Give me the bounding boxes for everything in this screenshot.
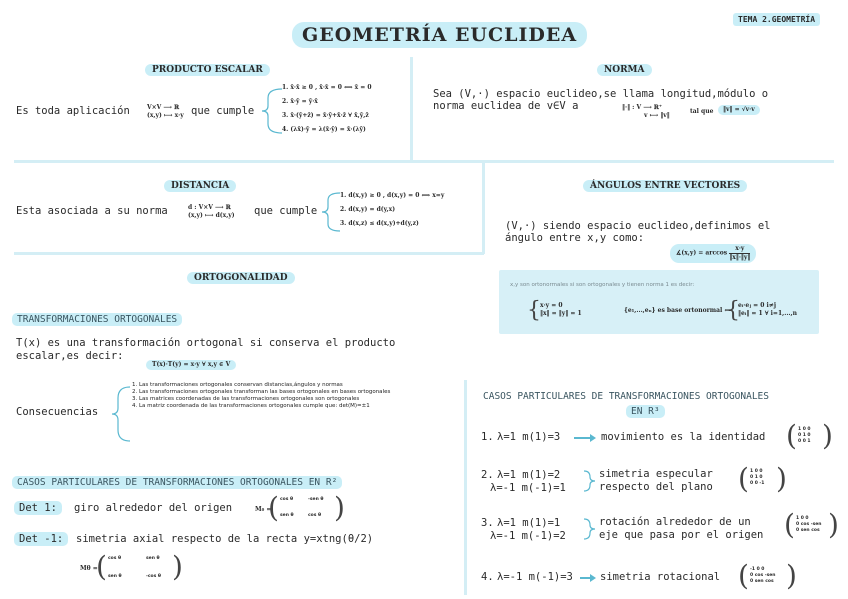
vertical-divider-top (410, 57, 413, 162)
producto-heading: PRODUCTO ESCALAR (145, 64, 270, 76)
caso1-number: 1. (481, 431, 494, 443)
caso2-eigen-1: λ=1 m(1)=2 (497, 469, 561, 481)
caso2-text-2: respecto del plano (599, 481, 713, 493)
norma-text-2: norma euclidea de v∈V a (433, 100, 579, 112)
caso3-eigen-2: λ=-1 m(-1)=2 (490, 530, 566, 542)
norma-map (622, 104, 670, 120)
m1-matrix (280, 497, 336, 519)
caso1-matrix (798, 427, 811, 445)
consecuencias-list (132, 382, 452, 410)
distancia-map-line1: d : V×V ⟶ ℝ (188, 204, 231, 211)
caso3-brace (582, 516, 596, 542)
angulos-text-1: (V,·) siendo espacio euclideo,definimos el (505, 220, 771, 232)
norma-such-that: tal que (690, 108, 714, 115)
producto-item: 1. x̄·x̄ ≥ 0 , x̄·x̄ = 0 ⟺ x̄ = 0 (282, 84, 372, 91)
distancia-item: 1. d(x,y) ≥ 0 , d(x,y) = 0 ⟺ x=y (340, 192, 445, 199)
caso4-left-paren: ( (738, 559, 749, 592)
norma-formula: ‖v‖ = √v·v (718, 105, 760, 115)
caso3-left-paren: ( (784, 508, 795, 541)
angulos-heading: ÁNGULOS ENTRE VECTORES (583, 180, 747, 192)
caso4-arrow-head (590, 574, 596, 582)
distancia-heading: DISTANCIA (164, 180, 236, 192)
caso1-eigen: λ=1 m(1)=3 (497, 431, 561, 443)
producto-brace (262, 86, 284, 136)
caso4-row: 0 sen cos (750, 579, 774, 584)
ortonormal-right-brace: { (726, 298, 740, 323)
caso3-number: 3. (481, 517, 494, 529)
casos-r3-heading-1: CASOS PARTICULARES DE TRANSFORMACIONES ORTOGONALES (483, 391, 769, 402)
caso1-row: 0 1 0 (798, 433, 811, 438)
m2-cell: sen θ (108, 574, 122, 579)
transformaciones-subheading: TRANSFORMACIONES ORTOGONALES (12, 313, 182, 326)
m1-cell: sen θ (280, 513, 294, 518)
m2-cell: cos θ (108, 556, 122, 561)
ortonormal-box-text: x,y son ortonormales si son ortogonales y tienen norma 1 es decir: (510, 282, 695, 288)
caso1-row: 0 0 1 (798, 439, 811, 444)
ortogonalidad-heading: ORTOGONALIDAD (187, 272, 295, 284)
page-title: GEOMETRÍA EUCLIDEA (292, 22, 587, 48)
m2-cell: sen θ (146, 556, 160, 561)
caso2-left-paren: ( (738, 462, 749, 495)
caso2-row: 0 1 0 (750, 475, 763, 480)
distancia-mid: que cumple (254, 205, 318, 217)
caso4-row: 0 cos -sen (750, 573, 776, 578)
m2-cell: -cos θ (146, 574, 161, 579)
ortonormal-left-1: x·y = 0 (540, 302, 563, 309)
m2-right-paren: ) (172, 550, 183, 583)
ortonormal-left (540, 302, 582, 318)
det1-label: Det 1: (14, 501, 62, 515)
vertical-divider-mid (482, 162, 485, 254)
distancia-map-line2: (x,y) ⟼ d(x,y) (188, 212, 235, 219)
caso2-number: 2. (481, 469, 494, 481)
ortonormal-mid: {e₁,...,eₙ} es base ortonormal ⟺ (624, 307, 733, 314)
caso3-row: 0 sen cos (796, 528, 820, 533)
caso1-right-paren: ) (822, 419, 833, 452)
caso2-brace (582, 468, 596, 494)
caso4-eigen: λ=-1 m(-1)=3 (497, 571, 573, 583)
det2-label: Det -1: (14, 532, 68, 546)
distancia-item: 2. d(x,y) = d(y,x) (340, 206, 396, 213)
producto-map-line1: V×V ⟶ ℝ (147, 104, 180, 111)
norma-heading: NORMA (597, 64, 652, 76)
ortonormal-right-1: eᵢ·eⱼ = 0 i≠j (738, 302, 776, 309)
ortonormal-right (738, 302, 797, 318)
angulos-formula (670, 244, 756, 263)
consecuencia-item: 2. Las transformaciones ortogonales transforman las bases ortogonales en bases ortogonales (132, 389, 391, 395)
caso2-right-paren: ) (776, 462, 787, 495)
distancia-text: Esta asociada a su norma (16, 205, 168, 217)
ortonormal-right-2: ‖eᵢ‖ = 1 ∀ i=1,...,n (738, 310, 797, 317)
caso1-arrow-head (590, 434, 596, 442)
ortonormal-left-2: ‖x‖ = ‖y‖ = 1 (540, 310, 582, 317)
m1-label: M₀ = (255, 506, 272, 513)
m1-cell: cos θ (280, 497, 294, 502)
caso4-matrix (750, 567, 776, 585)
producto-map (147, 104, 184, 120)
ortogonal-formula: T(x)·T(y) = x·y ∀ x,y ∈ V (146, 360, 236, 370)
det1-text: giro alrededor del origen (74, 502, 233, 514)
angulos-fraction (729, 245, 750, 262)
norma-text-1: Sea (V,·) espacio euclideo,se llama longitud,módulo o (433, 88, 769, 100)
m2-label: Mθ = (80, 565, 98, 572)
caso2-eigen-2: λ=-1 m(-1)=1 (490, 482, 566, 494)
distancia-item: 3. d(x,z) ≤ d(x,y)+d(y,z) (340, 220, 419, 227)
producto-item: 4. (λx̄)·ȳ = λ(x̄·ȳ) = x̄·(λȳ) (282, 126, 366, 133)
angulos-frac-top: x·y (729, 245, 750, 254)
producto-text: Es toda aplicación (16, 105, 130, 117)
horizontal-divider-1 (14, 160, 834, 163)
consecuencias-brace (112, 384, 132, 444)
chapter-tag: TEMA 2.GEOMETRÍA (733, 13, 820, 26)
caso1-left-paren: ( (786, 419, 797, 452)
producto-item: 3. x̄·(ȳ+z̄) = x̄·ȳ+x̄·z̄ ∀ x̄,ȳ,z̄ (282, 112, 369, 119)
angulos-formula-lhs: ∡(x,y) = arccos (676, 249, 728, 257)
norma-map-line1: ‖·‖ : V ⟶ ℝ⁺ (622, 104, 663, 111)
caso4-number: 4. (481, 571, 494, 583)
producto-item: 2. x̄·ȳ = ȳ·x̄ (282, 98, 318, 105)
caso3-text-1: rotación alrededor de un (599, 516, 751, 528)
angulos-text-2: ángulo entre x,y como: (505, 232, 645, 244)
consecuencia-item: 1. Las transformaciones ortogonales conservan distancias,ángulos y normas (132, 382, 343, 388)
consecuencias-label: Consecuencias (16, 406, 99, 418)
ortogonal-text-1: T(x) es una transformación ortogonal si conserva el producto (16, 337, 396, 349)
caso3-right-paren: ) (828, 508, 839, 541)
horizontal-divider-2 (14, 252, 484, 255)
caso3-eigen-1: λ=1 m(1)=1 (497, 517, 561, 529)
caso3-row: 1 0 0 (796, 516, 809, 521)
caso2-row: 1 0 0 (750, 469, 763, 474)
consecuencia-item: 4. La matriz coordenada de las transformaciones ortogonales cumple que: det(M)=±1 (132, 403, 370, 409)
caso2-matrix (750, 469, 764, 487)
caso4-text: simetria rotacional (600, 571, 721, 583)
producto-items (282, 84, 372, 134)
producto-mid: que cumple (191, 105, 255, 117)
ortogonal-text-2: escalar,es decir: (16, 350, 124, 362)
angulos-frac-bot: ‖x‖·‖y‖ (729, 254, 751, 261)
m1-left-paren: ( (268, 491, 279, 524)
distancia-map (188, 204, 235, 220)
casos-r3-heading-2: EN R³ (626, 405, 665, 418)
m2-left-paren: ( (96, 550, 107, 583)
caso4-row: -1 0 0 (750, 567, 765, 572)
caso3-row: 0 cos -sen (796, 522, 822, 527)
caso2-row: 0 0 -1 (750, 481, 765, 486)
producto-map-line2: (x,y) ⟼ x·y (147, 112, 184, 119)
det2-text: simetria axial respecto de la recta y=xtng(θ/2) (76, 533, 374, 545)
m2-matrix (108, 556, 176, 580)
caso2-text-1: simetria especular (599, 468, 713, 480)
m1-cell: -sen θ (308, 497, 324, 502)
caso3-matrix (796, 516, 822, 534)
norma-map-line2: v ⟼ ‖v‖ (644, 112, 670, 119)
caso3-text-2: eje que pasa por el origen (599, 529, 764, 541)
caso4-right-paren: ) (786, 559, 797, 592)
caso1-text: movimiento es la identidad (601, 431, 766, 443)
consecuencia-item: 3. Las matrices coordenadas de las transformaciones ortogonales son ortogonales (132, 396, 360, 402)
m1-right-paren: ) (334, 491, 345, 524)
ortonormal-left-brace: { (527, 298, 541, 323)
caso1-row: 1 0 0 (798, 427, 811, 432)
vertical-divider-bottom (464, 380, 467, 595)
distancia-items (340, 192, 444, 228)
distancia-brace (322, 190, 342, 234)
casos-r2-heading: CASOS PARTICULARES DE TRANSFORMACIONES ORTOGONALES EN R² (12, 476, 342, 489)
m1-cell: cos θ (308, 513, 322, 518)
